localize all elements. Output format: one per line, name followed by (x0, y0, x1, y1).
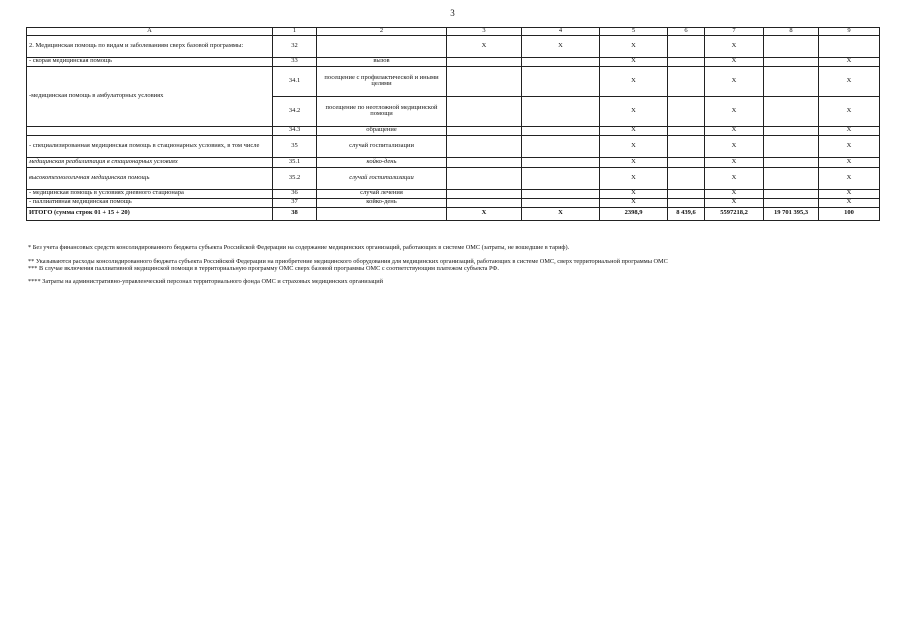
cell-col6: 8 439,6 (668, 207, 705, 220)
cell-col5: Х (600, 198, 668, 207)
cell-col5: Х (600, 96, 668, 126)
header-cell: 2 (317, 28, 447, 36)
row-label: 2. Медицинская помощь по видам и заболеваниям сверх базовой программы: (27, 35, 273, 57)
cell-col7: Х (705, 135, 764, 157)
cell-col7: Х (705, 167, 764, 189)
row-label: ИТОГО (сумма строк 01 + 15 + 20) (27, 207, 273, 220)
cell-col6 (668, 198, 705, 207)
cell-col6 (668, 66, 705, 96)
row-code: 36 (273, 189, 317, 198)
cell-col5: Х (600, 126, 668, 135)
row-code: 35.2 (273, 167, 317, 189)
header-cell: А (27, 28, 273, 36)
row-label (27, 126, 273, 135)
total-row (27, 207, 880, 220)
cell-col8 (764, 157, 819, 167)
cell-col4 (522, 198, 600, 207)
footnote: *** В случае включения паллиативной медицинской помощи в территориальную программу ОМС сверх базовой программы ОМС с соответствующим платежом субъекта РФ. (28, 265, 499, 273)
cell-col9: 100 (819, 207, 880, 220)
cell-col7: Х (705, 157, 764, 167)
row-code: 35.1 (273, 157, 317, 167)
cell-col9: Х (819, 167, 880, 189)
cell-col8 (764, 57, 819, 66)
cell-col7: 5597218,2 (705, 207, 764, 220)
header-cell: 5 (600, 28, 668, 36)
cell-col8 (764, 66, 819, 96)
cell-col7: Х (705, 57, 764, 66)
row-label: -медицинская помощь в амбулаторных условиях (27, 66, 273, 126)
cell-col7: Х (705, 126, 764, 135)
cell-col4 (522, 126, 600, 135)
cell-col4: Х (522, 35, 600, 57)
cell-col9: Х (819, 189, 880, 198)
cell-col4 (522, 135, 600, 157)
row-unit (317, 207, 447, 220)
cell-col3 (447, 198, 522, 207)
cell-col8 (764, 167, 819, 189)
cell-col6 (668, 167, 705, 189)
row-code: 32 (273, 35, 317, 57)
cell-col3 (447, 167, 522, 189)
cell-col9: Х (819, 126, 880, 135)
row-unit: случай госпитализации (317, 135, 447, 157)
cell-col7: Х (705, 96, 764, 126)
table-row (27, 135, 880, 157)
cell-col8 (764, 35, 819, 57)
cell-col3: Х (447, 207, 522, 220)
cell-col5: Х (600, 167, 668, 189)
cell-col6 (668, 135, 705, 157)
cell-col8 (764, 198, 819, 207)
cell-col8 (764, 189, 819, 198)
row-code: 34.3 (273, 126, 317, 135)
cell-col6 (668, 57, 705, 66)
row-label: - специализированная медицинская помощь в стационарных условиях, в том числе (27, 135, 273, 157)
cell-col9: Х (819, 66, 880, 96)
cell-col7: Х (705, 198, 764, 207)
cell-col4 (522, 57, 600, 66)
cell-col3 (447, 189, 522, 198)
cell-col4 (522, 157, 600, 167)
row-unit: вызов (317, 57, 447, 66)
row-code: 35 (273, 135, 317, 157)
cell-col7: Х (705, 189, 764, 198)
cell-col4: Х (522, 207, 600, 220)
header-cell: 9 (819, 28, 880, 36)
row-unit: посещение с профилактической и иными целями (317, 66, 447, 96)
cell-col7: Х (705, 35, 764, 57)
cell-col3 (447, 57, 522, 66)
cell-col4 (522, 189, 600, 198)
row-label: - паллиативная медицинская помощь (27, 198, 273, 207)
cell-col6 (668, 35, 705, 57)
cell-col6 (668, 157, 705, 167)
cell-col7: Х (705, 66, 764, 96)
table-row (27, 167, 880, 189)
header-cell: 1 (273, 28, 317, 36)
row-code: 34.2 (273, 96, 317, 126)
data-table (26, 27, 880, 221)
row-label: высокотехнологичная медицинская помощь (27, 167, 273, 189)
row-label: - медицинская помощь в условиях дневного стационара (27, 189, 273, 198)
header-cell: 3 (447, 28, 522, 36)
cell-col8 (764, 96, 819, 126)
table-row (27, 57, 880, 66)
row-code: 33 (273, 57, 317, 66)
cell-col5: Х (600, 157, 668, 167)
cell-col5: Х (600, 35, 668, 57)
row-unit: посещение по неотложной медицинской помощи (317, 96, 447, 126)
row-code: 38 (273, 207, 317, 220)
cell-col5: Х (600, 57, 668, 66)
cell-col4 (522, 66, 600, 96)
cell-col9: Х (819, 198, 880, 207)
cell-col5: Х (600, 189, 668, 198)
cell-col4 (522, 96, 600, 126)
table-row (27, 189, 880, 198)
cell-col9: Х (819, 135, 880, 157)
cell-col8: 19 701 395,3 (764, 207, 819, 220)
row-code: 34.1 (273, 66, 317, 96)
cell-col3 (447, 157, 522, 167)
row-unit: койко-день (317, 157, 447, 167)
cell-col8 (764, 135, 819, 157)
table-row (27, 198, 880, 207)
row-unit: обращение (317, 126, 447, 135)
row-unit (317, 35, 447, 57)
cell-col3 (447, 66, 522, 96)
row-label: - скорая медицинская помощь (27, 57, 273, 66)
page-number: 3 (450, 8, 455, 18)
cell-col5: Х (600, 66, 668, 96)
cell-col3 (447, 126, 522, 135)
cell-col4 (522, 167, 600, 189)
footnote: **** Затраты на административно-управленческий персонал территориального фонда ОМС и страховых медицинских организаций (28, 277, 384, 285)
row-label: медицинская реабилитация в стационарных условиях (27, 157, 273, 167)
row-unit: случай госпитализации (317, 167, 447, 189)
header-cell: 4 (522, 28, 600, 36)
cell-col3 (447, 135, 522, 157)
table-row (27, 126, 880, 135)
table-row (27, 66, 880, 96)
footnote: * Без учета финансовых средств консолидированного бюджета субъекта Российской Федерации на содержание медицинских организаций, работающих в системе ОМС (затраты, не вошедшие в тариф). (28, 244, 570, 251)
cell-col3 (447, 96, 522, 126)
cell-col9: Х (819, 57, 880, 66)
cell-col9 (819, 35, 880, 57)
cell-col6 (668, 96, 705, 126)
cell-col9: Х (819, 96, 880, 126)
row-unit: случай лечения (317, 189, 447, 198)
footnotes (28, 244, 888, 285)
row-unit: койко-день (317, 198, 447, 207)
cell-col5: 2398,9 (600, 207, 668, 220)
table-row (27, 35, 880, 57)
cell-col6 (668, 126, 705, 135)
header-cell: 8 (764, 28, 819, 36)
cell-col5: Х (600, 135, 668, 157)
header-cell: 6 (668, 28, 705, 36)
row-code: 37 (273, 198, 317, 207)
cell-col6 (668, 189, 705, 198)
cell-col3: Х (447, 35, 522, 57)
header-cell: 7 (705, 28, 764, 36)
footnote: ** Указываются расходы консолидированного бюджета субъекта Российской Федерации на приобретение медицинского оборудования для медицинских организаций, работающих в системе ОМС, сверх территориальной программы ОМС (28, 257, 668, 265)
cell-col8 (764, 126, 819, 135)
table-row (27, 157, 880, 167)
cell-col9: Х (819, 157, 880, 167)
header-row (27, 28, 880, 36)
